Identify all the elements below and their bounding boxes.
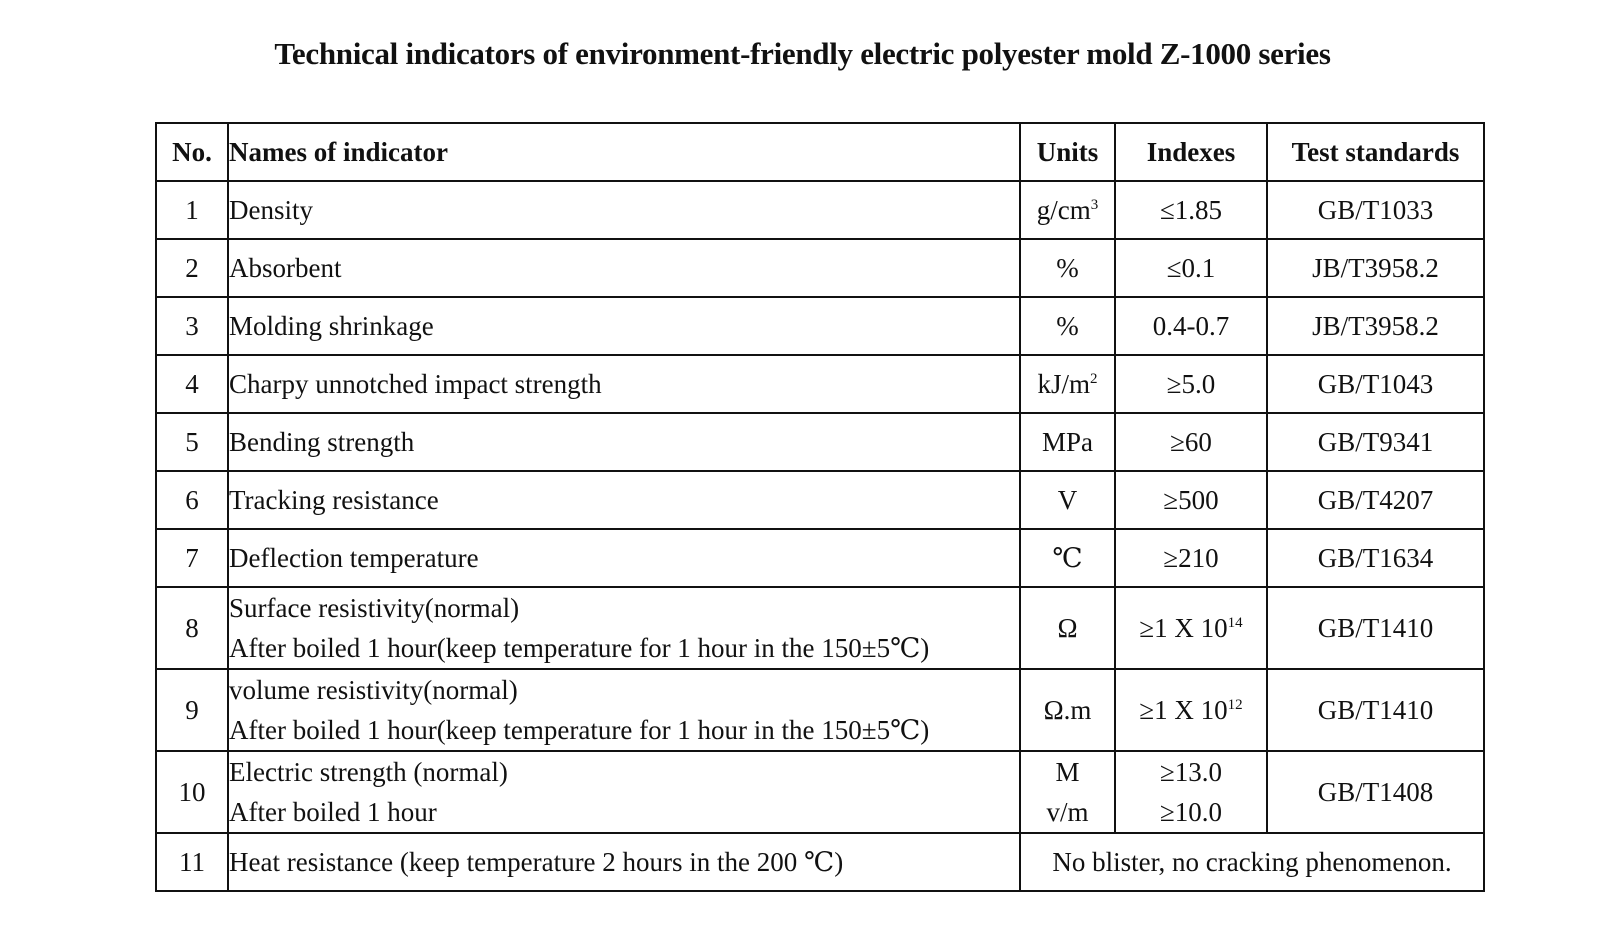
table-row	[156, 181, 1484, 239]
row-name-line2: After boiled 1 hour	[229, 797, 437, 827]
row-name	[228, 751, 1020, 833]
header-no: No.	[156, 123, 228, 181]
table-row	[156, 669, 1484, 751]
header-name: Names of indicator	[228, 123, 1020, 181]
table-row	[156, 587, 1484, 669]
row-standard: GB/T1634	[1267, 529, 1484, 587]
row-name: Heat resistance (keep temperature 2 hours in the 200 ℃)	[228, 833, 1020, 891]
table-row	[156, 413, 1484, 471]
row-index: ≥210	[1115, 529, 1267, 587]
row-no: 9	[156, 669, 228, 751]
row-no: 10	[156, 751, 228, 833]
row-unit: %	[1020, 239, 1115, 297]
row-index: ≥1 X $10^{14}$	[1115, 587, 1267, 669]
row-name-line2: After boiled 1 hour(keep temperature for 1 hour in the 150±5℃)	[229, 715, 930, 745]
table-row	[156, 529, 1484, 587]
row-standard: JB/T3958.2	[1267, 239, 1484, 297]
row-no: 8	[156, 587, 228, 669]
row-name	[228, 587, 1020, 669]
row-no: 4	[156, 355, 228, 413]
row-index-line2: ≥10.0	[1159, 797, 1223, 827]
row-index: ≤0.1	[1115, 239, 1267, 297]
row-merged-result: No blister, no cracking phenomenon.	[1020, 833, 1484, 891]
row-index: ≥5.0	[1115, 355, 1267, 413]
table-row	[156, 833, 1484, 891]
table-row	[156, 239, 1484, 297]
row-no: 6	[156, 471, 228, 529]
row-name: Bending strength	[228, 413, 1020, 471]
row-standard: GB/T1410	[1267, 669, 1484, 751]
table-row	[156, 355, 1484, 413]
row-index: ≥60	[1115, 413, 1267, 471]
header-standards: Test standards	[1267, 123, 1484, 181]
table-header-row	[156, 123, 1484, 181]
row-index: ≥1 X $10^{12}$	[1115, 669, 1267, 751]
row-index: 0.4-0.7	[1115, 297, 1267, 355]
row-name-line2: After boiled 1 hour(keep temperature for 1 hour in the 150±5℃)	[229, 633, 930, 663]
row-standard: GB/T1033	[1267, 181, 1484, 239]
row-no: 2	[156, 239, 228, 297]
row-unit: MPa	[1020, 413, 1115, 471]
table-row	[156, 751, 1484, 833]
table-row	[156, 471, 1484, 529]
row-unit: Ω	[1020, 587, 1115, 669]
row-unit: %	[1020, 297, 1115, 355]
row-name: Deflection temperature	[228, 529, 1020, 587]
row-name: Charpy unnotched impact strength	[228, 355, 1020, 413]
row-name: Molding shrinkage	[228, 297, 1020, 355]
row-index: ≤1.85	[1115, 181, 1267, 239]
row-no: 7	[156, 529, 228, 587]
row-standard: GB/T1410	[1267, 587, 1484, 669]
row-unit: $g/cm^3$	[1020, 181, 1115, 239]
row-name-line1: Surface resistivity(normal)	[229, 593, 520, 623]
row-unit: $kJ/m^2$	[1020, 355, 1115, 413]
row-name	[228, 669, 1020, 751]
document-title: Technical indicators of environment-friendly electric polyester mold Z-1000 series	[274, 36, 1331, 71]
row-index: ≥500	[1115, 471, 1267, 529]
row-standard: GB/T9341	[1267, 413, 1484, 471]
row-unit: ℃	[1020, 529, 1115, 587]
row-name: Tracking resistance	[228, 471, 1020, 529]
row-unit: Ω.m	[1020, 669, 1115, 751]
row-unit	[1020, 751, 1115, 833]
row-unit-line1: M	[1055, 757, 1080, 787]
row-no: 5	[156, 413, 228, 471]
row-unit-line2: v/m	[1046, 797, 1089, 827]
row-unit: V	[1020, 471, 1115, 529]
row-name-line1: volume resistivity(normal)	[229, 675, 518, 705]
row-no: 1	[156, 181, 228, 239]
technical-indicators-table	[155, 122, 1485, 892]
row-no: 3	[156, 297, 228, 355]
row-name: Absorbent	[228, 239, 1020, 297]
row-standard: JB/T3958.2	[1267, 297, 1484, 355]
row-name: Density	[228, 181, 1020, 239]
row-standard: GB/T4207	[1267, 471, 1484, 529]
table-row	[156, 297, 1484, 355]
row-index-line1: ≥13.0	[1159, 757, 1223, 787]
row-standard: GB/T1043	[1267, 355, 1484, 413]
row-name-line1: Electric strength (normal)	[229, 757, 508, 787]
row-index	[1115, 751, 1267, 833]
header-indexes: Indexes	[1115, 123, 1267, 181]
header-units: Units	[1020, 123, 1115, 181]
row-standard: GB/T1408	[1267, 751, 1484, 833]
row-no: 11	[156, 833, 228, 891]
